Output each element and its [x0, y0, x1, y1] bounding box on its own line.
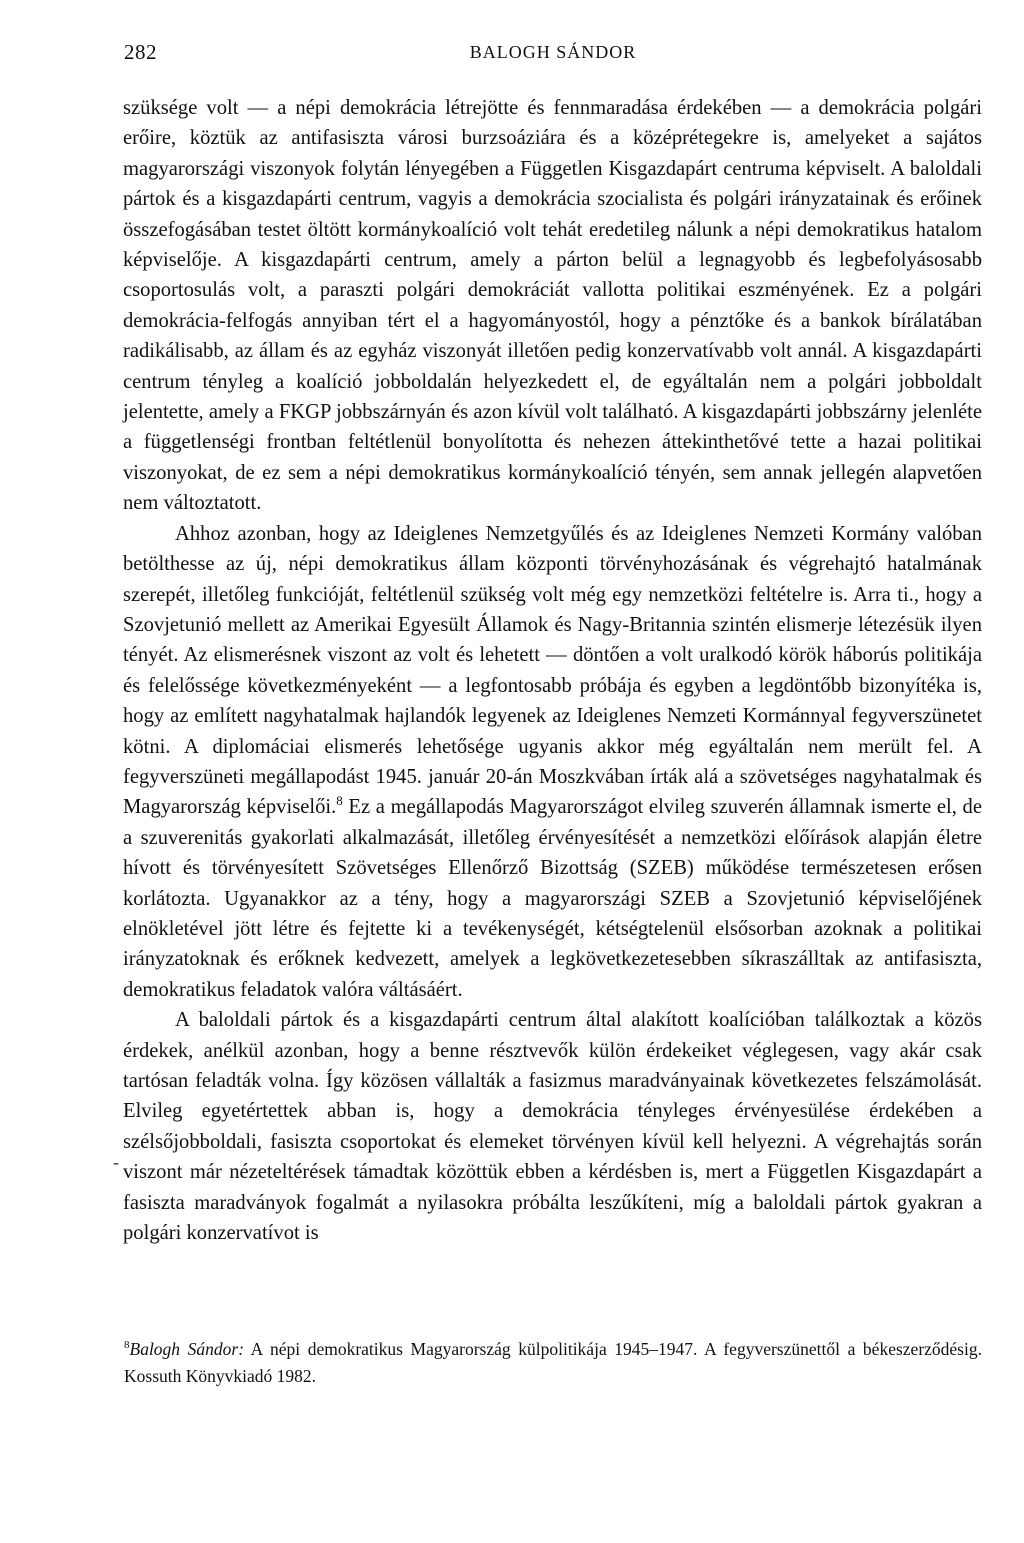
footnote-text: A népi demokratikus Magyarország külpolitikája 1945–1947. A fegyverszünettől a békeszerződésig. Kossuth Könyvkiadó 1982. [124, 1339, 982, 1386]
paragraph-1: szüksége volt — a népi demokrácia létrejötte és fennmaradása érdekében — a demokrácia polgári erőire, köztük az antifasiszta városi burzsoáziára és a középrétegekre is, amelyeket a sajátos magyarországi viszonyok folytán lényegében a Független Kisgazdapárt centruma képviselt. A baloldali pártok és a kisgazdapárti centrum, vagyis a demokrácia szocialista és polgári irányzatainak és erőinek összefogásában testet öltött kormánykoalíció volt tehát eredetileg nálunk a népi demokratikus hatalom képviselője. A kisgazdapárti centrum, amely a párton belül a legnagyobb és legbefolyásosabb csoportosulás volt, a paraszti polgári demokráciát vallotta politikai eszményének. Ez a polgári demokrácia-felfogás annyiban tért el a hagyományostól, hogy a pénztőke és a bankok bírálatában radikálisabb, az állam és az egyház viszonyát illetően pedig konzervatívabb volt annál. A kisgazdapárti centrum tényleg a koalíció jobboldalán helyezkedett el, de egyáltalán nem a polgári jobboldalt jelentette, amely a FKGP jobbszárnyán és azon kívül volt található. A kisgazdapárti jobbszárny jelenléte a függetlenségi frontban feltétlenül bonyolította és nehezen áttekinthetővé tette a hazai politikai viszonyokat, de ez sem a népi demokratikus kormánykoalíció tényén, sem annak jellegén alapvetően nem változtatott. [123, 97, 982, 515]
paragraph-2 [123, 519, 982, 1006]
footnote-author: Balogh Sándor: [129, 1339, 245, 1359]
page-number: 282 [124, 40, 157, 64]
footnote-mark: 8 [124, 1339, 130, 1352]
paragraph-2-text-a: Ahhoz azonban, hogy az Ideiglenes Nemzetgyűlés és az Ideiglenes Nemzeti Kormány valóban betölthesse az új, népi demokratikus állam központi törvényhozásának és végrehajtó hatalmának szerepét, illetőleg funkcióját, feltétlenül szükség volt még egy nemzetközi feltételre is. Arra ti., hogy a Szovjetunió mellett az Amerikai Egyesült Államok és Nagy-Britannia szintén elismerje létezésük ilyen tényét. Az elismerésnek viszont az volt és lehetett — döntően a volt uralkodó körök háborús politikája és felelőssége következményeként — a legfontosabb próbája és egyben a legdöntőbb bizonyítéka is, hogy az említett nagyhatalmak hajlandók legyenek az Ideiglenes Nemzeti Kormánnyal fegyverszünetet kötni. A diplomáciai elismerés lehetősége ugyanis akkor még egyáltalán nem merült fel. A fegyverszüneti megállapodást 1945. január 20-án Moszkvában írták alá a szövetséges nagyhatalmak és Magyarország képviselői. [123, 522, 982, 819]
paragraph-2-text-b: Ez a megállapodás Magyarországot elvileg szuverén államnak ismerte el, de a szuverenitás gyakorlati alkalmazását, illetőleg érvényesítését a nemzetközi előírások alapján életre hívott és törvényesített Szövetséges Ellenőrző Bizottság (SZEB) működése természetesen erősen korlátozta. Ugyanakkor az a tény, hogy a magyarországi SZEB a Szovjetunió képviselőjének elnökletével jött létre és fejtette ki a tevékenységét, kétségtelenül elsősorban azoknak a politikai irányzatoknak és erőknek kedvezett, amelyek a legkövetkezetesebben síkraszálltak az antifasiszta, demokratikus feladatok valóra váltásáért. [123, 796, 982, 1001]
margin-mark: - [113, 1152, 119, 1172]
footnote [124, 1336, 982, 1390]
footnote-reference[interactable]: 8 [336, 793, 343, 809]
paragraph-3: A baloldali pártok és a kisgazdapárti centrum által alakított koalícióban találkoztak a közös érdekek, anélkül azonban, hogy a benne résztvevők külön érdekeiket véglegesen, vagy akár csak tartósan feladták volna. Így közösen vállalták a fasizmus maradványainak következetes felszámolását. Elvileg egyetértettek abban is, hogy a demokrácia tényleges érvényesülése érdekében a szélsőjobboldali, fasiszta csoportokat és elemeket törvényen kívül kell helyezni. A végrehajtás során viszont már nézeteltérések támadtak közöttük ebben a kérdésben is, mert a Független Kisgazdapárt a fasiszta maradványok fogalmát a nyilasokra próbálta leszűkíteni, míg a baloldali pártok gyakran a polgári konzervatívot is [123, 1009, 982, 1245]
running-title: BALOGH SÁNDOR [469, 42, 637, 62]
running-head [124, 40, 982, 70]
body-text [123, 93, 982, 1248]
